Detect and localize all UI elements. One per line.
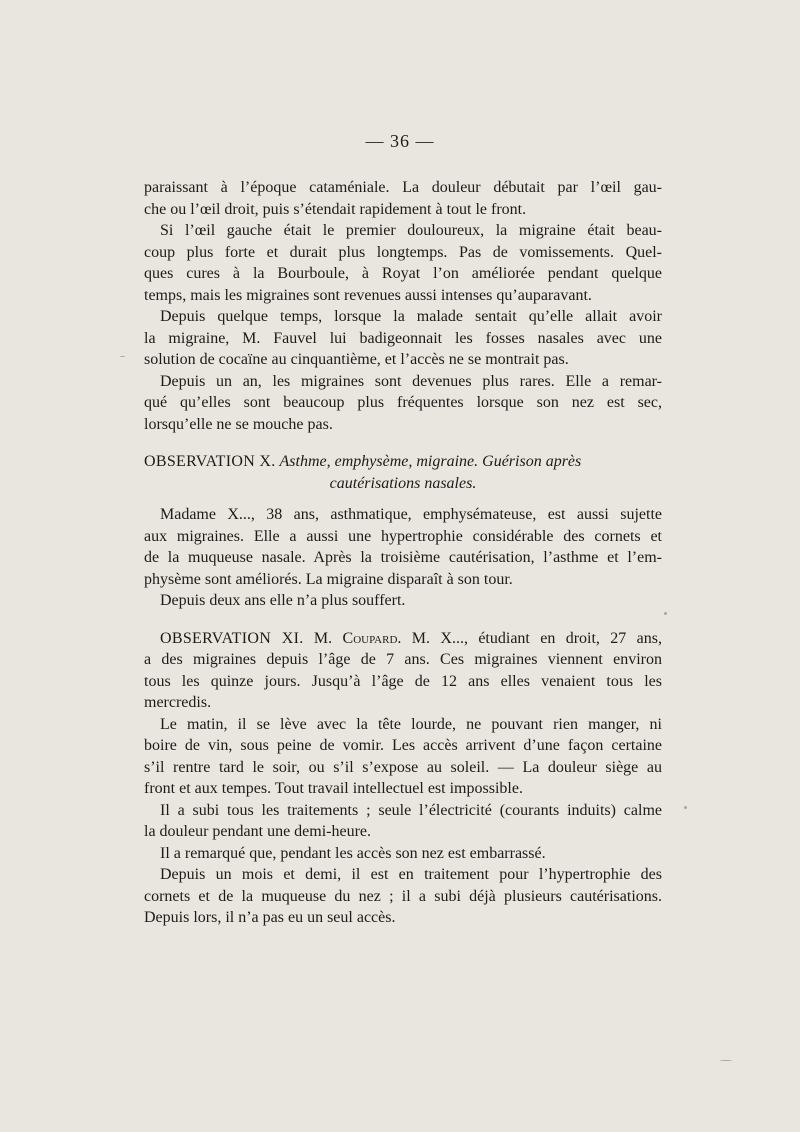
- text-line: Le matin, il se lève avec la tête lourde, ne pouvant rien manger, ni: [160, 715, 662, 733]
- paragraph: [144, 504, 662, 590]
- paragraph: [144, 177, 662, 220]
- observation-xi-label: OBSERVATION XI.: [160, 629, 304, 647]
- text-line: s’il rentre tard le soir, ou s’il s’expose au soleil. — La douleur siège au: [144, 758, 662, 776]
- text-line: qué qu’elles sont beaucoup plus fréquentes lorsque son nez est sec,: [144, 394, 662, 411]
- paragraph: [144, 800, 662, 843]
- observation-xi-first-line-rest: . M. X..., étudiant en droit, 27 ans,: [397, 629, 663, 647]
- author-prefix: M.: [313, 629, 333, 647]
- observation-xi-intro: [144, 628, 662, 714]
- author-name: Coupard: [342, 629, 398, 647]
- text-line: la migraine, M. Fauvel lui badigeonnait les fosses nasales avec une: [144, 329, 662, 347]
- text-line: aux migraines. Elle a aussi une hypertrophie considérable des cornets et: [144, 527, 662, 545]
- body-text: [144, 177, 662, 929]
- text-line: Il a remarqué que, pendant les accès son nez est embarrassé.: [160, 844, 546, 862]
- observation-x-title: Asthme, emphysème, migraine. Guérison après: [279, 453, 582, 470]
- text-line: temps, mais les migraines sont revenues aussi intenses qu’auparavant.: [144, 286, 592, 304]
- text-line: de la muqueuse nasale. Après la troisième cautérisation, l’asthme et l’em-: [144, 549, 662, 566]
- text-line: Madame X..., 38 ans, asthmatique, emphysémateuse, est aussi sujette: [160, 506, 662, 523]
- observation-x-label: OBSERVATION X.: [144, 453, 276, 470]
- text-line: Depuis quelque temps, lorsque la malade sentait qu’elle allait avoir: [160, 308, 662, 325]
- text-line: ques cures à la Bourboule, à Royat l’on améliorée pendant quelque: [144, 265, 662, 282]
- text-line: boire de vin, sous peine de vomir. Les accès arrivent d’une façon certaine: [144, 737, 662, 754]
- paper-speck: [120, 356, 125, 357]
- text-line: solution de cocaïne au cinquantième, et l’accès ne se montrait pas.: [144, 351, 569, 368]
- text-line: lorsqu’elle ne se mouche pas.: [144, 415, 333, 433]
- observation-xi-heading-line: [144, 628, 662, 650]
- paper-speck: [684, 806, 687, 809]
- text-line: cornets et de la muqueuse du nez ; il a subi déjà plusieurs cautérisations.: [144, 887, 662, 905]
- spacer: [144, 494, 662, 504]
- text-line: front et aux tempes. Tout travail intellectuel est impossible.: [144, 780, 523, 797]
- paragraph: [144, 864, 662, 929]
- text-line: a des migraines depuis l’âge de 7 ans. Ces migraines viennent environ: [144, 651, 662, 668]
- spacer: [144, 435, 662, 451]
- text-line: coup plus forte et durait plus longtemps. Pas de vomissements. Quel-: [144, 243, 662, 261]
- observation-x-title-line: [144, 451, 662, 473]
- spacer: [144, 612, 662, 628]
- paragraph: [144, 371, 662, 436]
- text-line: physème sont améliorés. La migraine disparaît à son tour.: [144, 570, 513, 588]
- page-number: — 36 —: [365, 131, 435, 151]
- text-line: Depuis lors, il n’a pas eu un seul accès.: [144, 909, 396, 926]
- observation-x-heading: [144, 451, 662, 494]
- paragraph: [144, 590, 662, 612]
- text-line: Depuis deux ans elle n’a plus souffert.: [160, 592, 406, 609]
- text-line: paraissant à l’époque cataméniale. La douleur débutait par l’œil gau-: [144, 179, 662, 196]
- paper-speck: [664, 612, 667, 615]
- paragraph: [144, 220, 662, 306]
- text-line: Depuis un mois et demi, il est en traitement pour l’hypertrophie des: [160, 866, 662, 883]
- paragraph: [144, 843, 662, 865]
- text-line: che ou l’œil droit, puis s’étendait rapidement à tout le front.: [144, 200, 527, 218]
- text-line: la douleur pendant une demi-heure.: [144, 823, 372, 840]
- paper-speck: [720, 1060, 732, 1061]
- text-line: mercredis.: [144, 694, 212, 711]
- text-line: Depuis un an, les migraines sont devenues plus rares. Elle a remar-: [160, 372, 662, 390]
- text-line: Si l’œil gauche était le premier douloureux, la migraine était beau-: [160, 222, 662, 239]
- text-line: tous les quinze jours. Jusqu’à l’âge de 12 ans elles venaient tous les: [144, 672, 662, 690]
- text-line: Il a subi tous les traitements ; seule l’électricité (courants induits) calme: [160, 801, 662, 819]
- paragraph: [144, 306, 662, 371]
- observation-x-title-continuation: cautérisations nasales.: [329, 474, 477, 492]
- paragraph: [144, 714, 662, 800]
